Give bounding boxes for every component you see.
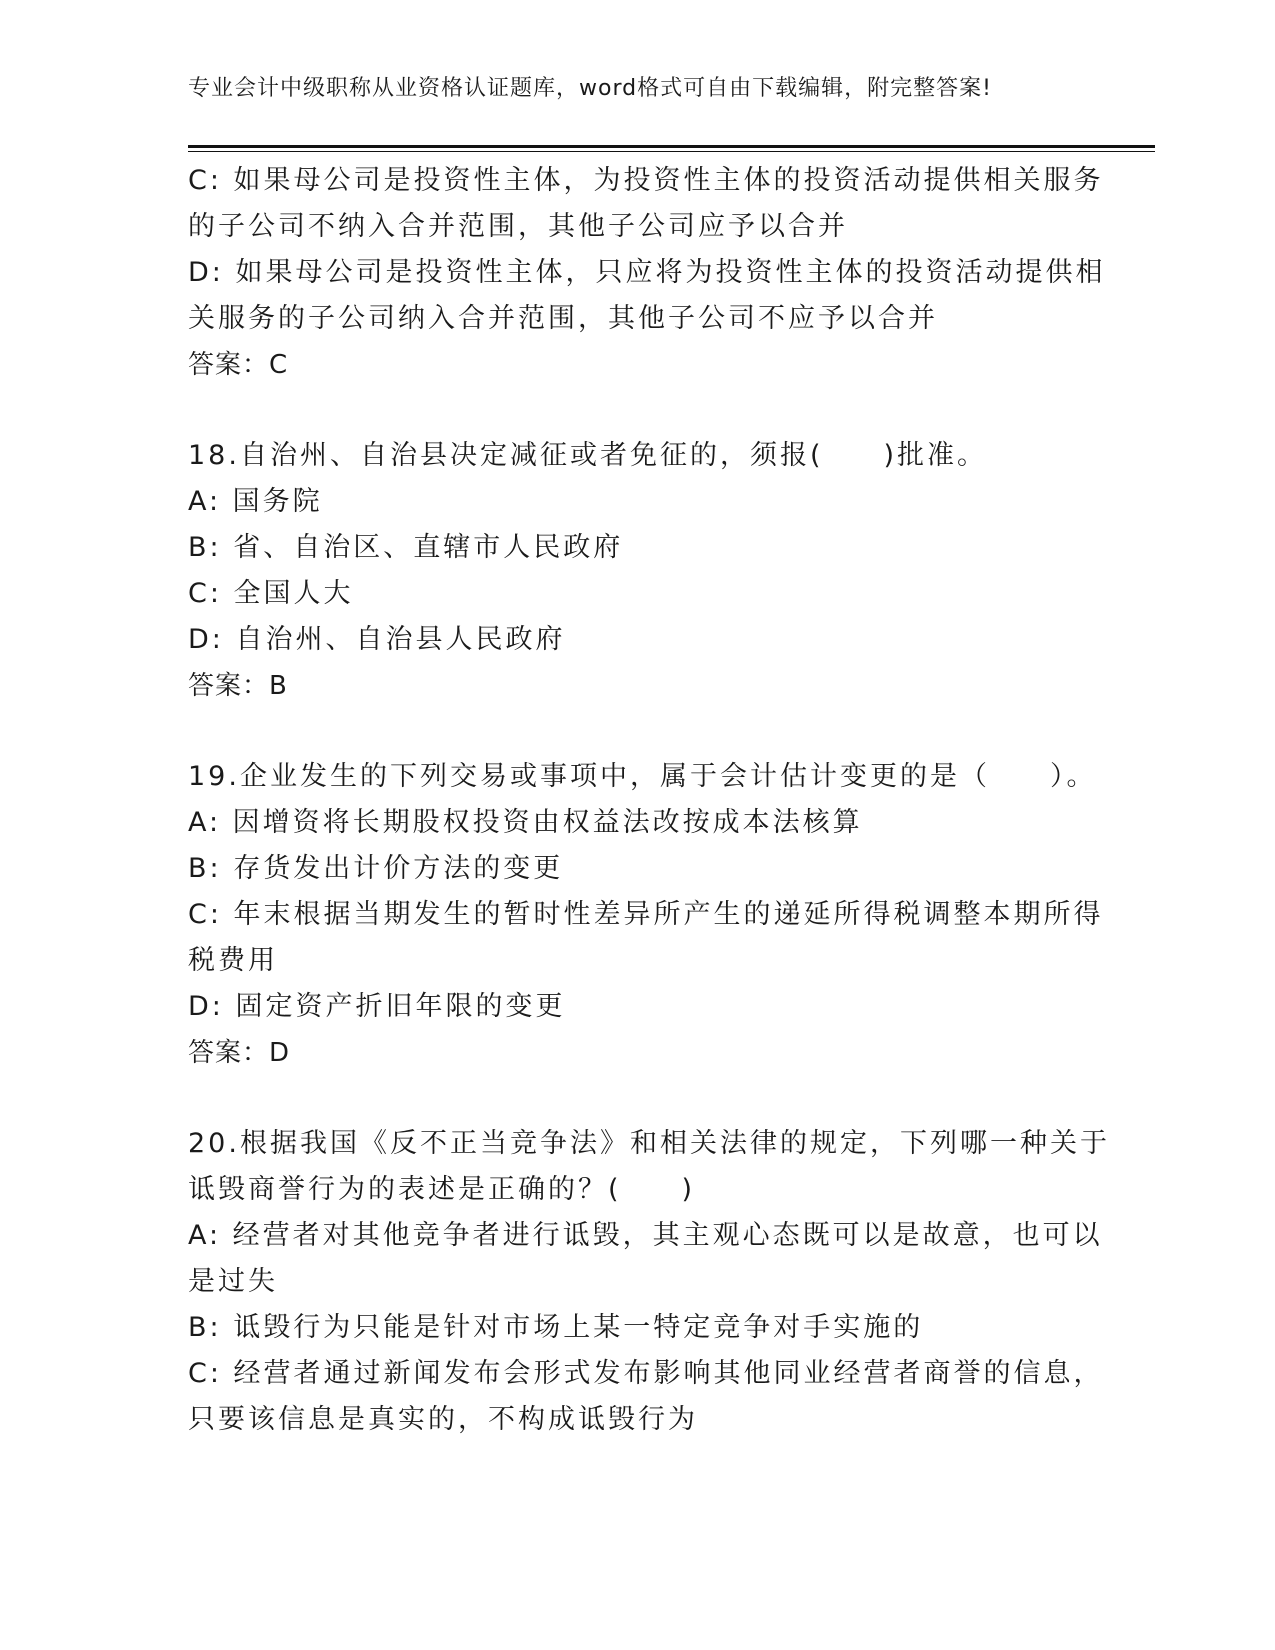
question-content xyxy=(188,158,1110,1443)
q19-answer: 答案：D xyxy=(188,1038,291,1068)
question-18 xyxy=(188,433,1088,709)
q19-option-a: A: 因增资将长期股权投资由权益法改按成本法核算 xyxy=(188,807,863,838)
q19-question: 19.企业发生的下列交易或事项中，属于会计估计变更的是（ ）。 xyxy=(188,761,1097,792)
q20-option-a-line2: 是过失 xyxy=(188,1266,278,1297)
q19-option-b: B: 存货发出计价方法的变更 xyxy=(188,853,564,884)
q17-option-d-line2: 关服务的子公司纳入合并范围，其他子公司不应予以合并 xyxy=(188,303,938,334)
question-17-tail xyxy=(188,158,1106,388)
q20-option-a-line1: A: 经营者对其他竞争者进行诋毁，其主观心态既可以是故意，也可以 xyxy=(188,1220,1103,1251)
q20-option-b: B: 诋毁行为只能是针对市场上某一特定竞争对手实施的 xyxy=(188,1312,924,1343)
q18-question: 18.自治州、自治县决定减征或者免征的，须报( )批准。 xyxy=(188,440,988,471)
q19-option-c-line2: 税费用 xyxy=(188,945,278,976)
header-divider-thick xyxy=(188,145,1155,148)
question-20 xyxy=(188,1121,1110,1443)
q20-question-line1: 20.根据我国《反不正当竞争法》和相关法律的规定，下列哪一种关于 xyxy=(188,1128,1110,1159)
spacer xyxy=(188,388,1088,433)
q20-option-c-line2: 只要该信息是真实的，不构成诋毁行为 xyxy=(188,1404,698,1435)
spacer xyxy=(188,1076,1088,1121)
q17-answer: 答案：C xyxy=(188,350,289,380)
q17-option-c-line1: C: 如果母公司是投资性主体，为投资性主体的投资活动提供相关服务 xyxy=(188,165,1104,196)
q18-option-a: A: 国务院 xyxy=(188,486,323,517)
q18-option-c: C: 全国人大 xyxy=(188,578,354,609)
spacer xyxy=(188,709,1088,754)
q17-option-d-line1: D: 如果母公司是投资性主体，只应将为投资性主体的投资活动提供相 xyxy=(188,257,1106,288)
q18-option-b: B: 省、自治区、直辖市人民政府 xyxy=(188,532,624,563)
q17-option-c-line2: 的子公司不纳入合并范围，其他子公司应予以合并 xyxy=(188,211,848,242)
question-19 xyxy=(188,754,1104,1076)
q18-option-d: D: 自治州、自治县人民政府 xyxy=(188,624,566,655)
header-divider-thin xyxy=(188,151,1155,152)
page-header: 专业会计中级职称从业资格认证题库，word格式可自由下载编辑，附完整答案! xyxy=(188,76,992,101)
q20-question-line2: 诋毁商誉行为的表述是正确的？( ) xyxy=(188,1174,696,1205)
q19-option-d: D: 固定资产折旧年限的变更 xyxy=(188,991,566,1022)
q19-option-c-line1: C: 年末根据当期发生的暂时性差异所产生的递延所得税调整本期所得 xyxy=(188,899,1104,930)
q18-answer: 答案：B xyxy=(188,671,288,701)
q20-option-c-line1: C: 经营者通过新闻发布会形式发布影响其他同业经营者商誉的信息， xyxy=(188,1358,1104,1389)
